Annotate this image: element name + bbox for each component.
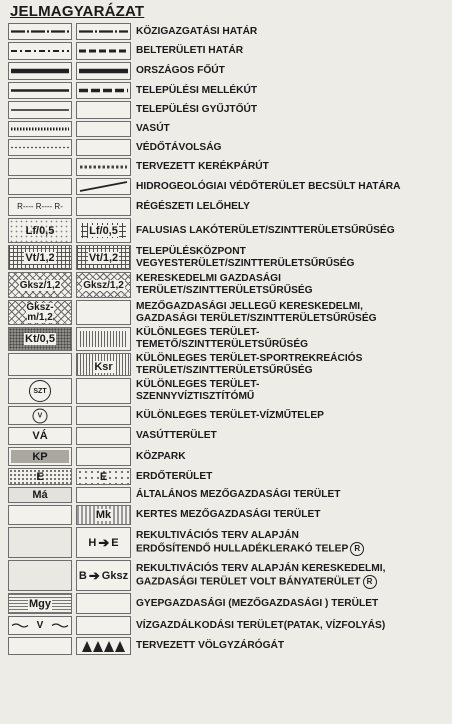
zone-code-text: Mk (95, 509, 112, 521)
legend-label-text: KERESKEDELMI GAZDASÁGI (136, 273, 281, 284)
legend-label-line (136, 313, 448, 325)
legend-row (0, 299, 452, 326)
legend-row (0, 138, 452, 157)
legend-label-text: GAZDASÁGI TERÜLET VOLT BÁNYATERÜLET (136, 576, 361, 588)
legend-row (0, 177, 452, 196)
legend-row (0, 100, 452, 120)
legend-swatch-secondary (76, 353, 131, 376)
legend-label-line (136, 273, 448, 285)
legend-label-text: ÁLTALÁNOS MEZŐGAZDASÁGI TERÜLET (136, 489, 341, 500)
zone-code-label (9, 328, 71, 350)
legend-label-line (136, 258, 448, 270)
legend-label-line (136, 142, 448, 154)
zone-code-label (9, 273, 71, 297)
dam-triangle (93, 641, 103, 652)
legend-label-text: TERVEZETT KERÉKPÁRÚT (136, 161, 269, 172)
conversion-from-text: H (88, 536, 97, 549)
legend-row (0, 326, 452, 352)
legend-swatch-primary (8, 218, 72, 243)
legend-label-text: ERDŐSÍTENDŐ HULLADÉKLERAKÓ TELEP (136, 543, 349, 555)
legend-label-text: VEGYESTERÜLET/SZINTTERÜLETSŰRŰSÉG (136, 257, 355, 269)
zone-code-text: Gksz/1,2 (19, 279, 61, 291)
arrow-right-icon: ➔ (98, 534, 110, 550)
legend-label (136, 405, 448, 426)
circle-code-text: V (37, 412, 43, 419)
legend-label-line (136, 391, 448, 403)
hydro-protection-line (77, 179, 130, 194)
legend-label (136, 244, 448, 271)
zone-code-label (77, 246, 130, 269)
zone-code-text: Gksz/1,2 (83, 279, 124, 291)
legend-swatch-secondary (76, 560, 131, 591)
zone-code-label (77, 219, 130, 242)
legend-label (136, 559, 448, 592)
legend-label-text: KÜLÖNLEGES TERÜLET- (136, 327, 260, 338)
waterworks-circle (33, 408, 48, 423)
zone-code-label (77, 469, 130, 484)
conversion-to-text: Gksz (101, 569, 129, 582)
legend-label-text: RÉGÉSZETI LELŐHELY (136, 200, 250, 212)
legend-label-text: GYEPGAZDASÁGI (MEZŐGAZDASÁGI ) TERÜLET (136, 597, 379, 609)
legend-label (136, 592, 448, 615)
legend-row (0, 61, 452, 81)
legend-swatch-secondary (76, 300, 131, 325)
legend-swatch-primary (8, 23, 72, 40)
legend-row (0, 271, 452, 299)
legend-title: JELMAGYARÁZAT (10, 3, 145, 20)
legend-label-line (136, 620, 448, 632)
legend-label-line (136, 410, 448, 422)
zone-code-text: KP (32, 450, 48, 463)
conversion-label (77, 528, 130, 557)
legend-swatch-secondary (76, 637, 131, 655)
legend-swatch-primary (8, 468, 72, 485)
legend-row (0, 559, 452, 592)
legend-swatch-primary (8, 487, 72, 503)
legend-label-text: TERVEZETT VÖLGYZÁRÓGÁT (136, 640, 285, 651)
legend-label-text: TELEPÜLÉSKÖZPONT (136, 245, 246, 257)
legend-label-text: VASÚTTERÜLET (136, 430, 217, 441)
bike-path-line (77, 159, 130, 175)
legend-swatch-secondary (76, 82, 131, 99)
zone-code-text: Má (32, 489, 48, 501)
legend-swatch-primary (8, 197, 72, 216)
side-road-line (9, 83, 71, 98)
legend-label-line (136, 26, 448, 38)
legend-label-text: KERTES MEZŐGAZDASÁGI TERÜLET (136, 509, 321, 520)
treatment-plant-circle (29, 380, 51, 402)
legend-label-text: ERDŐTERÜLET (136, 470, 213, 482)
legend-swatch-secondary (76, 616, 131, 635)
legend-swatch-secondary (76, 487, 131, 503)
zone-code-text: Vt/1,2 (88, 251, 119, 264)
zone-code-text: Kt/0,5 (25, 333, 55, 345)
legend-swatch-primary (8, 593, 72, 614)
legend-swatch-secondary (76, 272, 131, 298)
legend-label (136, 299, 448, 326)
legend-label-text: TERÜLET/SZINTTERÜLETSŰRŰSÉG (136, 285, 313, 296)
legend-label-text: KÜLÖNLEGES TERÜLET-SPORTREKREÁCIÓS (136, 352, 363, 364)
legend-label (136, 467, 448, 486)
legend-label-line (136, 471, 448, 483)
national-road-line (77, 63, 130, 79)
legend-row (0, 157, 452, 177)
legend-row (0, 446, 452, 467)
legend-row (0, 377, 452, 405)
legend-swatch-primary (8, 560, 72, 591)
zone-code-text: m/1,2 (27, 311, 53, 323)
legend-label (136, 352, 448, 377)
inner-border-line (77, 43, 130, 59)
legend-swatch-secondary (76, 197, 131, 216)
zone-code-label (9, 617, 71, 634)
legend-swatch-primary (8, 406, 72, 425)
legend-row (0, 22, 452, 41)
legend-label-text: SZENNYVÍZTISZTÍTÓMŰ (136, 391, 255, 402)
legend-label-line (136, 339, 448, 351)
legend-swatch-primary (8, 82, 72, 99)
legend-swatch-secondary (76, 62, 131, 80)
legend-label-text: VÍZGAZDÁLKODÁSI TERÜLET(PATAK, VÍZFOLYÁS) (136, 619, 386, 631)
legend-row (0, 120, 452, 138)
legend-label (136, 100, 448, 120)
legend-row (0, 41, 452, 61)
collector-road-line (9, 102, 71, 118)
legend-label-text: REKULTIVÁCIÓS TERV ALAPJÁN KERESKEDELMI, (136, 562, 386, 574)
legend-swatch-primary (8, 101, 72, 119)
legend-row (0, 592, 452, 615)
admin-border-line (9, 24, 71, 39)
legend-swatch-secondary (76, 218, 131, 243)
legend-row (0, 196, 452, 217)
legend-row (0, 486, 452, 504)
legend-row (0, 504, 452, 526)
conversion-to-text: E (111, 536, 119, 549)
legend-label-line (136, 542, 448, 556)
inner-border-line (9, 43, 71, 59)
legend-label-text: FALUSIAS LAKÓTERÜLET/SZINTTERÜLETSŰRŰSÉG (136, 224, 395, 236)
legend-label (136, 81, 448, 100)
legend-label (136, 41, 448, 61)
archaeological-site-line (9, 198, 71, 215)
dam-triangle (115, 641, 125, 652)
legend-swatch-secondary (76, 468, 131, 485)
legend-label-text: ORSZÁGOS FŐÚT (136, 65, 225, 76)
legend-label (136, 22, 448, 41)
zone-code-label (9, 488, 71, 502)
legend-label-line (136, 104, 448, 116)
legend-label (136, 157, 448, 177)
legend-label-text: REKULTIVÁCIÓS TERV ALAPJÁN (136, 529, 299, 541)
legend-swatch-secondary (76, 327, 131, 351)
dam-triangles (77, 638, 130, 654)
legend-swatch-primary (8, 62, 72, 80)
legend-swatch-primary (8, 178, 72, 195)
legend-label-line (136, 246, 448, 258)
registered-mark: R (350, 542, 364, 556)
legend-label-line (136, 530, 448, 542)
legend-row (0, 426, 452, 446)
national-road-line (9, 63, 71, 79)
legend-swatch-secondary (76, 593, 131, 614)
legend-swatch-primary (8, 427, 72, 445)
legend-swatch-primary (8, 353, 72, 376)
legend-label (136, 120, 448, 138)
legend-label-line (136, 640, 448, 652)
legend-swatch-secondary (76, 427, 131, 445)
buffer-zone-line (9, 140, 71, 155)
legend-swatch-secondary (76, 101, 131, 119)
legend-swatch-secondary (76, 505, 131, 525)
dam-triangle (82, 641, 92, 652)
legend-swatch-primary (8, 139, 72, 156)
legend-label (136, 271, 448, 299)
legend-swatch-primary (8, 42, 72, 60)
legend-label-text: KÜLÖNLEGES TERÜLET- (136, 379, 260, 390)
zone-code-text: Gksz- (26, 301, 54, 313)
zone-code-label (9, 219, 71, 242)
legend-label-line (136, 353, 448, 365)
legend-label (136, 177, 448, 196)
legend-label-line (136, 123, 448, 135)
legend-swatch-secondary (76, 527, 131, 558)
legend-label-line (136, 430, 448, 442)
legend-label-line (136, 563, 448, 575)
legend-row (0, 636, 452, 656)
zone-code-label (9, 428, 71, 444)
legend-label-line (136, 509, 448, 521)
legend-row (0, 352, 452, 377)
legend-label (136, 217, 448, 244)
legend-label (136, 446, 448, 467)
legend-label-line (136, 181, 448, 193)
legend-label-text: TELEPÜLÉSI MELLÉKÚT (136, 84, 258, 96)
legend-row (0, 405, 452, 426)
legend-swatch-secondary (76, 121, 131, 137)
legend-label-text: KÜLÖNLEGES TERÜLET-VÍZMŰTELEP (136, 409, 324, 421)
legend-label-text: TEMETŐ/SZINTTERÜLETSŰRŰSÉG (136, 339, 309, 350)
zone-code-label (77, 354, 130, 375)
hydro-protection-line (80, 182, 127, 191)
zone-code-text: Lf/0,5 (25, 224, 55, 237)
legend-label-line (136, 365, 448, 377)
zone-code-text: E (36, 470, 44, 483)
legend-swatch-primary (8, 121, 72, 137)
zone-code-text: VÁ (32, 430, 48, 442)
registered-mark: R (363, 575, 377, 589)
legend-row (0, 244, 452, 271)
zone-code-text: Vt/1,2 (25, 251, 55, 264)
legend-swatch-secondary (76, 139, 131, 156)
admin-border-line (77, 24, 130, 39)
zone-code-text: Ksr (94, 361, 113, 373)
zone-code-text: V (36, 620, 44, 631)
legend-swatch-primary (8, 245, 72, 270)
legend-label-text: KÖZIGAZGATÁSI HATÁR (136, 25, 258, 37)
legend-row (0, 467, 452, 486)
legend-label-line (136, 575, 448, 589)
conversion-from-text: B (78, 569, 87, 582)
legend-swatch-secondary (76, 42, 131, 60)
zone-code-label (77, 506, 130, 524)
railway-line (9, 122, 71, 136)
legend-label (136, 426, 448, 446)
legend-swatch-primary (8, 527, 72, 558)
legend-label (136, 486, 448, 504)
legend-label-line (136, 379, 448, 391)
legend-label (136, 196, 448, 217)
legend-label-line (136, 285, 448, 297)
zone-code-label (9, 448, 71, 465)
legend-label-line (136, 489, 448, 501)
zone-code-text: Lf/0,5 (89, 224, 118, 237)
legend-label (136, 61, 448, 81)
legend-label-text: VÉDŐTÁVOLSÁG (136, 141, 222, 153)
legend-label-line (136, 301, 448, 313)
legend-swatch-primary (8, 505, 72, 525)
legend-swatch-primary (8, 616, 72, 635)
legend-swatch-secondary (76, 178, 131, 195)
legend-label-line (136, 85, 448, 97)
legend-label-line (136, 201, 448, 213)
zone-code-label (9, 301, 71, 324)
zone-code-label (9, 469, 71, 484)
legend-swatch-secondary (76, 245, 131, 270)
legend-label-line (136, 65, 448, 77)
legend-swatch-primary (8, 637, 72, 655)
arrow-right-icon: ➔ (88, 567, 100, 583)
legend-row (0, 81, 452, 100)
legend-label-text: KÖZPARK (136, 450, 186, 462)
dam-triangle (104, 641, 114, 652)
legend-row (0, 615, 452, 636)
zone-code-label (77, 273, 130, 297)
zone-code-label (9, 246, 71, 269)
legend-label-text: TERÜLET/SZINTTERÜLETSŰRŰSÉG (136, 364, 313, 376)
legend-label (136, 138, 448, 157)
legend-label-text: VASÚT (136, 123, 170, 134)
legend-swatch-secondary (76, 378, 131, 404)
zone-code-text: Mgy (29, 597, 51, 610)
legend-label-text: BELTERÜLETI HATÁR (136, 45, 244, 56)
legend-label (136, 526, 448, 559)
legend-label-text: TELEPÜLÉSI GYŰJTŐÚT (136, 104, 258, 115)
legend-swatch-primary (8, 272, 72, 298)
legend-label-text: MEZŐGAZDASÁGI JELLEGŰ KERESKEDELMI, (136, 300, 363, 312)
legend-label-line (136, 45, 448, 57)
conversion-label (77, 561, 130, 590)
legend-swatch-secondary (76, 23, 131, 40)
legend-label (136, 615, 448, 636)
legend-label (136, 326, 448, 352)
legend-swatch-primary (8, 447, 72, 466)
legend-label-line (136, 225, 448, 237)
legend-label (136, 636, 448, 656)
legend-swatch-secondary (76, 406, 131, 425)
legend-swatch-primary (8, 300, 72, 325)
legend-label-line (136, 327, 448, 339)
legend-label-line (136, 161, 448, 173)
side-road-line (77, 83, 130, 98)
legend-label (136, 504, 448, 526)
legend-label-line (136, 451, 448, 463)
circle-code-text: SZT (33, 387, 47, 395)
legend-label (136, 377, 448, 405)
zone-code-text: R---- R---- R- (17, 202, 63, 211)
legend-label-text: HIDROGEOLÓGIAI VÉDŐTERÜLET BECSÜLT HATÁRA (136, 180, 401, 192)
legend-swatch-primary (8, 158, 72, 176)
zone-code-text: E (99, 470, 108, 483)
legend-swatch-primary (8, 378, 72, 404)
legend-swatch-primary (8, 327, 72, 351)
legend-label-text: GAZDASÁGI TERÜLET/SZINTTERÜLETSŰRŰSÉG (136, 312, 377, 324)
legend-swatch-secondary (76, 158, 131, 176)
legend-swatch-secondary (76, 447, 131, 466)
legend-label-line (136, 598, 448, 610)
legend-row (0, 217, 452, 244)
legend-row (0, 526, 452, 559)
zone-code-label (9, 594, 71, 613)
